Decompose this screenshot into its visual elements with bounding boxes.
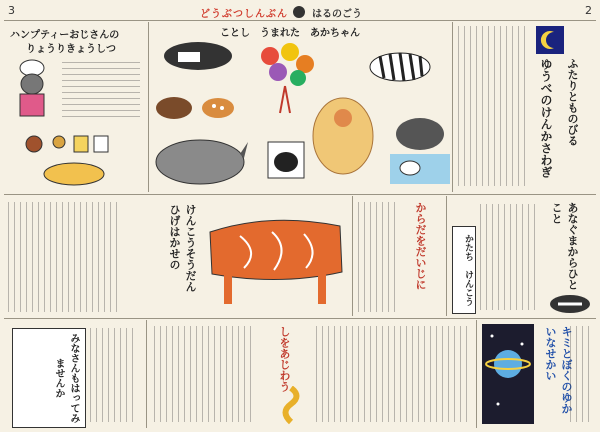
section-rule — [4, 318, 596, 319]
ingredient-illustration — [14, 132, 134, 187]
body-care-text — [358, 202, 398, 312]
poem-section — [148, 320, 474, 428]
fight-subheading: ふたりとものびる — [566, 58, 579, 146]
snake-icon — [276, 386, 306, 426]
tapir-icon — [158, 36, 238, 76]
section-rule — [4, 194, 596, 195]
cow-diagram-icon — [200, 202, 350, 312]
cooking-section — [4, 22, 146, 192]
badger-icon — [548, 292, 592, 314]
badger-body-text — [480, 204, 540, 310]
masthead-rule — [4, 20, 596, 21]
cooking-subheading: りょうりきょうしつ — [26, 44, 116, 55]
health-subheading: けんこうそうだん — [184, 204, 197, 292]
cooking-heading: ハンプティーおじさんの — [10, 30, 120, 41]
bear-face-icon — [293, 6, 305, 18]
comic-section — [478, 320, 596, 428]
poem-body-right — [316, 326, 468, 422]
deer-icon — [196, 88, 240, 128]
sign-box: かたち けんこう — [452, 226, 476, 314]
body-care-heading: からだをだいじに — [414, 202, 427, 290]
body-care-section — [354, 196, 444, 316]
seal-icon — [390, 108, 450, 188]
notice-section — [4, 320, 144, 428]
space-planet-icon — [482, 324, 534, 424]
badger-section — [448, 196, 596, 316]
zebra-icon — [360, 42, 440, 92]
orangutan-icon — [308, 96, 378, 190]
egg-icon — [266, 140, 306, 180]
health-heading: ひげはかせの — [168, 204, 181, 270]
masthead-title: どうぶつしんぶん — [200, 9, 288, 20]
poem-body-left — [154, 326, 254, 422]
notice-body-text — [90, 328, 138, 422]
moon-icon — [536, 26, 564, 54]
column-rule — [476, 320, 477, 428]
babies-section — [150, 22, 450, 192]
chef-wolf-icon — [12, 58, 52, 118]
fight-heading: ゆうべのけんかさわぎ — [539, 58, 553, 178]
page-number-left: 3 — [8, 4, 15, 17]
column-rule — [148, 22, 149, 192]
column-rule — [452, 22, 453, 192]
poem-heading: しをあじわう — [278, 326, 291, 392]
fight-body-text — [458, 26, 530, 186]
babies-heading: ことし うまれた あかちゃん — [220, 28, 360, 39]
boar-icon — [154, 92, 194, 122]
badger-heading: あなぐまからひとこと — [550, 202, 579, 290]
fight-section — [454, 22, 596, 192]
page-number-right: 2 — [585, 4, 592, 17]
comic-heading: キミとぼくのゆかいなせかい — [544, 326, 573, 414]
masthead-issue: はるのごう — [312, 9, 362, 20]
column-rule — [352, 196, 353, 316]
notice-box: みなさんもはってみませんか — [12, 328, 86, 428]
health-section — [4, 196, 350, 316]
comic-body-text — [570, 326, 592, 422]
rhino-icon — [150, 132, 250, 190]
column-rule — [146, 320, 147, 428]
column-rule — [446, 196, 447, 316]
health-body-text — [8, 202, 118, 312]
cooking-body-text — [62, 62, 140, 122]
